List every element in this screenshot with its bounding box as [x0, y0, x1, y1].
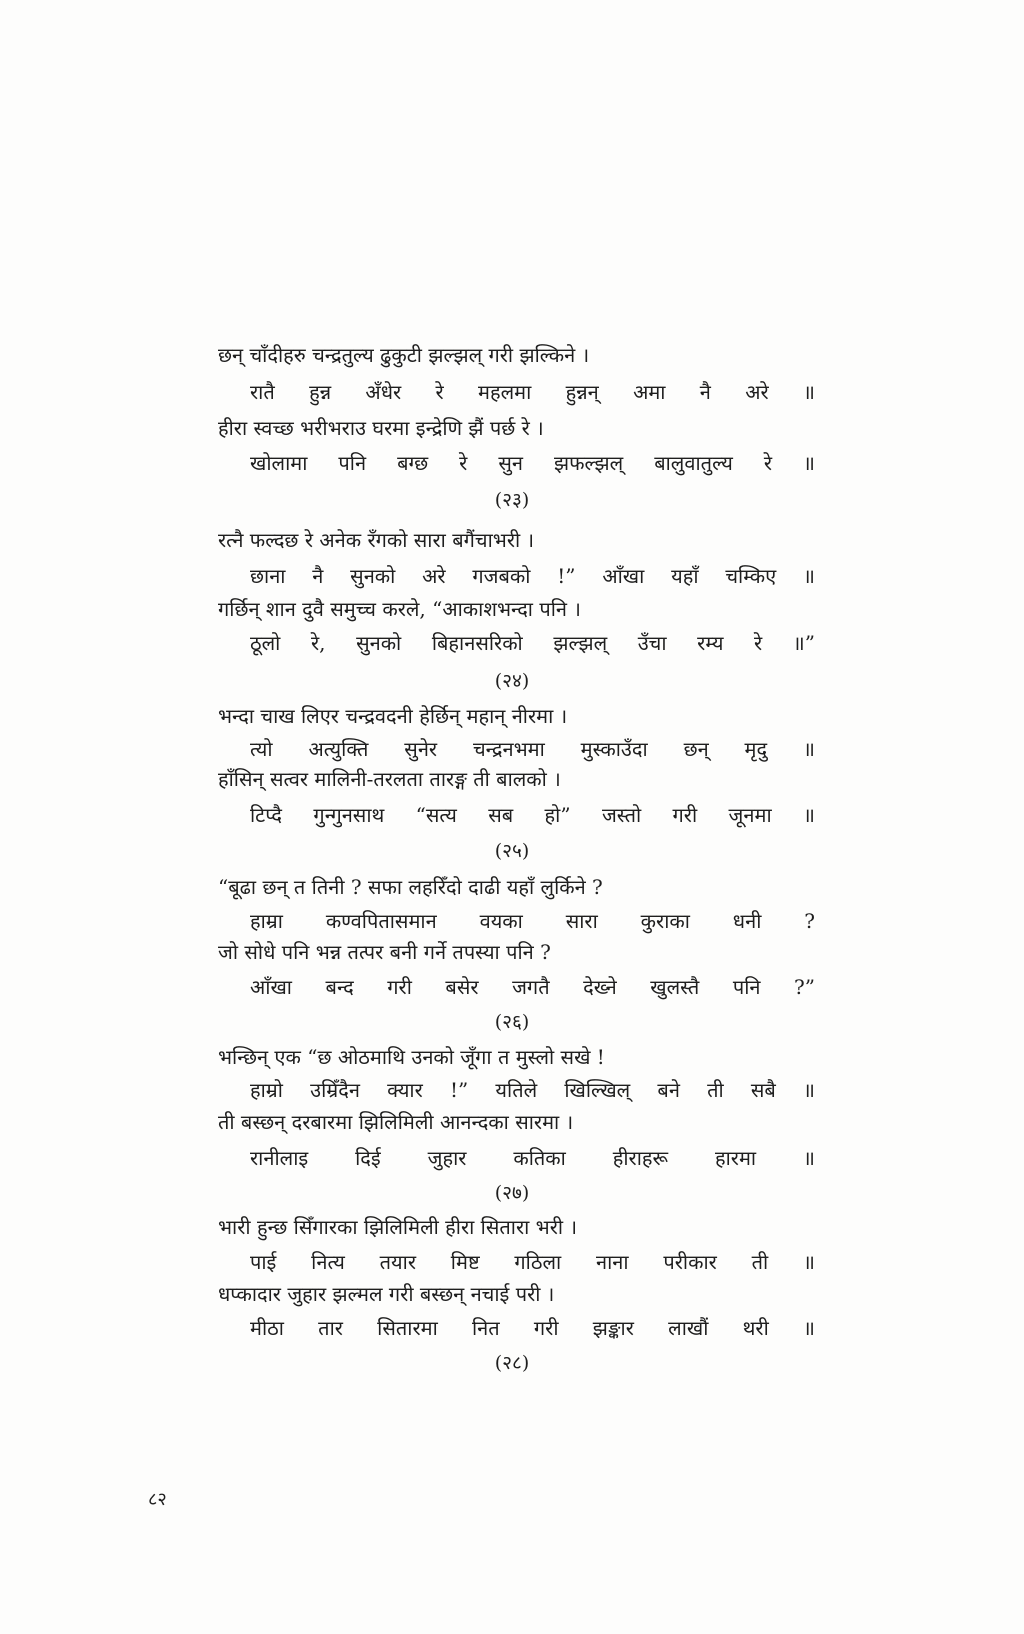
verse-line: भारी हुन्छ सिँगारका झिलिमिली हीरा सितारा भरी ।	[218, 1215, 578, 1239]
verse-line: खोलामा पनि बग्छ रे सुन झफल्झल् बालुवातुल्य रे ॥	[250, 451, 815, 475]
verse-line: “बूढा छन् त तिनी ? सफा लहरिँदो दाढी यहाँ लुर्किने ?	[218, 875, 603, 899]
verse-line: भन्छिन् एक “छ ओठमाथि उनको जूँगा त मुस्लो सखे !	[218, 1045, 605, 1069]
stanza-number: (२६)	[494, 1011, 530, 1033]
verse-line: धप्कादार जुहार झल्मल गरी बस्छन् नचाई परी ।	[218, 1282, 555, 1306]
verse-line: त्यो अत्युक्ति सुनेर चन्द्रनभमा मुस्काउँदा छन् मृदु ॥	[250, 737, 815, 761]
stanza-number: (२५)	[494, 840, 530, 862]
verse-line: मीठा तार सितारमा नित गरी झङ्कार लाखौं थरी ॥	[250, 1316, 815, 1340]
verse-line: ती बस्छन् दरबारमा झिलिमिली आनन्दका सारमा ।	[218, 1110, 574, 1134]
verse-line: रत्नै फल्दछ रे अनेक रँगको सारा बगैंचाभरी ।	[218, 528, 535, 552]
verse-line: आँखा बन्द गरी बसेर जगतै देख्ने खुलस्तै पनि ?”	[250, 975, 815, 999]
page-number: ८२	[148, 1489, 167, 1510]
stanza-number: (२८)	[494, 1352, 530, 1374]
verse-line: रानीलाइ दिई जुहार कतिका हीराहरू हारमा ॥	[250, 1146, 815, 1170]
verse-line: पाई नित्य तयार मिष्ट गठिला नाना परीकार ती ॥	[250, 1250, 815, 1274]
verse-line: हाँसिन् सत्वर मालिनी-तरलता तारङ्ग ती बालको ।	[218, 767, 561, 791]
verse-line: जो सोधे पनि भन्न तत्पर बनी गर्ने तपस्या पनि ?	[218, 940, 551, 964]
verse-line: भन्दा चाख लिएर चन्द्रवदनी हेर्छिन् महान् नीरमा ।	[218, 704, 568, 728]
verse-line: छाना नै सुनको अरे गजबको !” आँखा यहाँ चम्किए ॥	[250, 564, 815, 588]
verse-line: रातै हुन्न अँधेर रे महलमा हुन्नन् अमा नै अरे ॥	[250, 380, 815, 404]
stanza-number: (२७)	[494, 1182, 530, 1204]
stanza-number: (२३)	[494, 489, 530, 511]
stanza-number: (२४)	[494, 670, 530, 692]
verse-line: ठूलो रे, सुनको बिहानसरिको झल्झल् उँचा रम्य रे ॥”	[250, 631, 815, 655]
verse-line: गर्छिन् शान दुवै समुच्च करले, “आकाशभन्दा पनि ।	[218, 597, 581, 621]
verse-line: टिप्दै गुन्गुनसाथ “सत्य सब हो” जस्तो गरी जूनमा ॥	[250, 803, 815, 827]
verse-line: हाम्रा कण्वपितासमान वयका सारा कुराका धनी ?	[250, 909, 815, 933]
verse-line: हीरा स्वच्छ भरीभराउ घरमा इन्द्रेणि झैं पर्छ रे ।	[218, 416, 544, 440]
verse-line: छन् चाँदीहरु चन्द्रतुल्य ढुकुटी झल्झल् गरी झल्किने ।	[218, 343, 590, 367]
verse-line: हाम्रो उम्रिँदैन क्यार !” यतिले खिल्खिल् बने ती सबै ॥	[250, 1078, 815, 1102]
